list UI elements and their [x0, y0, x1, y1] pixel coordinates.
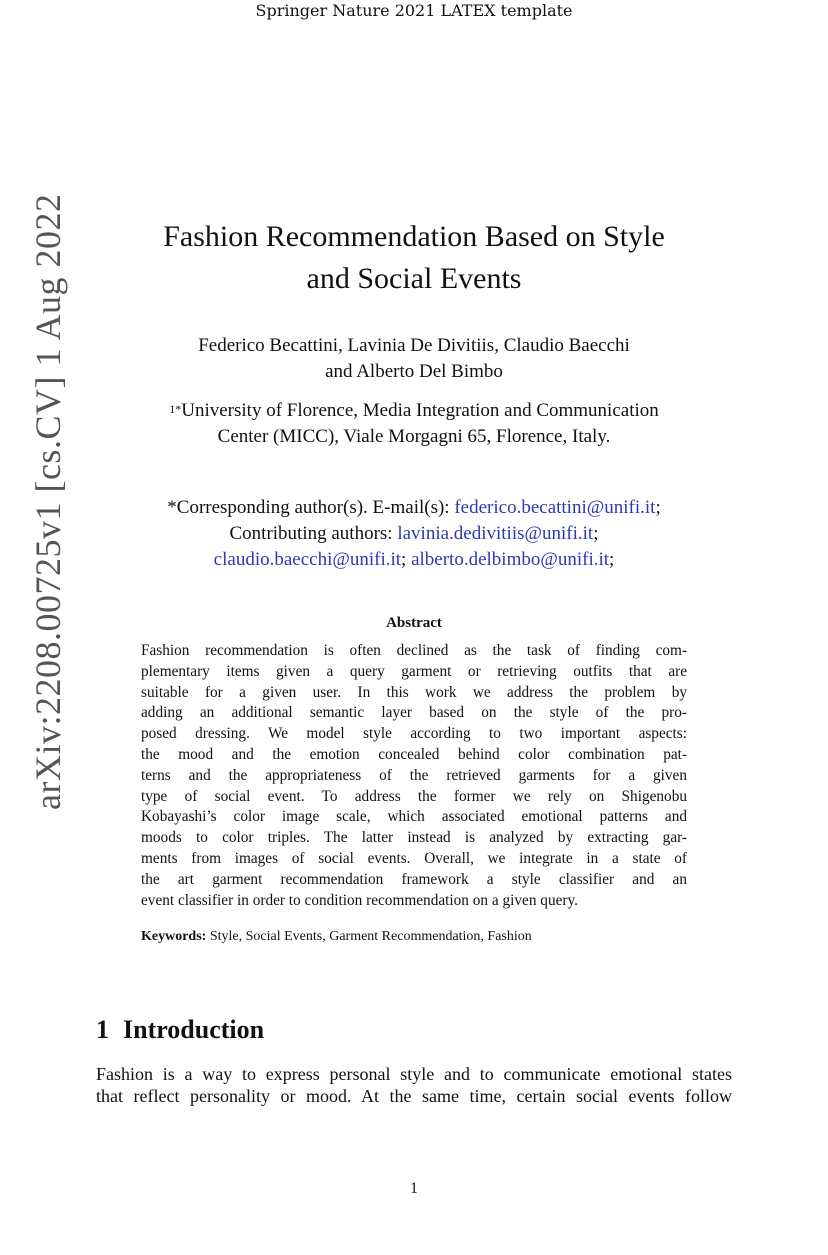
separator: ;	[655, 497, 661, 518]
correspondence-line	[100, 495, 728, 521]
corresponding-email-link[interactable]: federico.becattini@unifi.it	[454, 497, 656, 518]
affiliation-line: Center (MICC), Viale Morgagni 65, Florence, Italy.	[217, 426, 611, 447]
paper-title	[100, 216, 728, 300]
abstract-line: adding an additional semantic layer based on the style of the pro-	[141, 704, 687, 722]
contributing-line	[100, 547, 728, 573]
abstract-line: posed dressing. We model style according to two important aspects:	[141, 725, 687, 743]
affiliation-text: University of Florence, Media Integration and Communication	[181, 400, 659, 421]
abstract-line: moods to color triples. The latter instead is analyzed by extracting gar-	[141, 829, 687, 847]
intro-line: that reflect personality or mood. At the same time, certain social events follow	[96, 1086, 732, 1106]
separator: ;	[401, 549, 407, 570]
section-title: Introduction	[123, 1015, 265, 1044]
abstract-line: Kobayashi’s color image scale, which associated emotional patterns and	[141, 808, 687, 826]
title-line: and Social Events	[306, 262, 522, 295]
title-line: Fashion Recommendation Based on Style	[163, 220, 665, 253]
contributing-email-link[interactable]: alberto.delbimbo@unifi.it	[411, 549, 610, 570]
keywords-label: Keywords:	[141, 929, 207, 944]
abstract-line: event classifier in order to condition recommendation on a given query.	[141, 891, 578, 909]
keywords-text: Style, Social Events, Garment Recommendation, Fashion	[206, 929, 532, 944]
contributing-email-link[interactable]: claudio.baecchi@unifi.it	[213, 549, 402, 570]
affiliation	[100, 398, 728, 450]
correspondence-block	[100, 495, 728, 573]
section-number: 1	[96, 1015, 109, 1044]
correspondence-prefix: *Corresponding author(s). E-mail(s):	[167, 497, 455, 518]
page-number: 1	[410, 1180, 418, 1197]
abstract-line: the mood and the emotion concealed behind color combination pat-	[141, 745, 687, 763]
contributing-email-link[interactable]: lavinia.dedivitiis@unifi.it	[397, 523, 594, 544]
author-list	[100, 333, 728, 385]
keywords	[141, 929, 687, 945]
abstract-line: type of social event. To address the former we rely on Shigenobu	[141, 787, 687, 805]
contributing-prefix: Contributing authors:	[229, 523, 398, 544]
separator: ;	[609, 549, 615, 570]
intro-paragraph	[96, 1063, 732, 1107]
author-line: and Alberto Del Bimbo	[325, 361, 503, 382]
abstract-heading: Abstract	[386, 615, 442, 631]
abstract-line: suitable for a given user. In this work we address the problem by	[141, 683, 687, 701]
abstract-line: the art garment recommendation framework a style classifier and an	[141, 870, 687, 888]
affiliation-line	[100, 398, 728, 424]
arxiv-stamp: arXiv:2208.00725v1 [cs.CV] 1 Aug 2022	[28, 193, 68, 810]
abstract-line: ments from images of social events. Overall, we integrate in a state of	[141, 849, 687, 867]
intro-line: Fashion is a way to express personal style and to communicate emotional states	[96, 1064, 732, 1084]
contributing-line	[100, 521, 728, 547]
affiliation-marker: 1*	[169, 402, 182, 416]
abstract-line: Fashion recommendation is often declined as the task of finding com-	[141, 642, 687, 659]
running-header: Springer Nature 2021 LATEX template	[255, 1, 573, 20]
abstract-body	[141, 641, 687, 911]
section-heading	[96, 1015, 264, 1045]
author-line: Federico Becattini, Lavinia De Divitiis, Claudio Baecchi	[198, 335, 630, 356]
separator: ;	[593, 523, 599, 544]
abstract-line: terns and the appropriateness of the retrieved garments for a given	[141, 766, 687, 784]
abstract-line: plementary items given a query garment or retrieving outfits that are	[141, 662, 687, 680]
